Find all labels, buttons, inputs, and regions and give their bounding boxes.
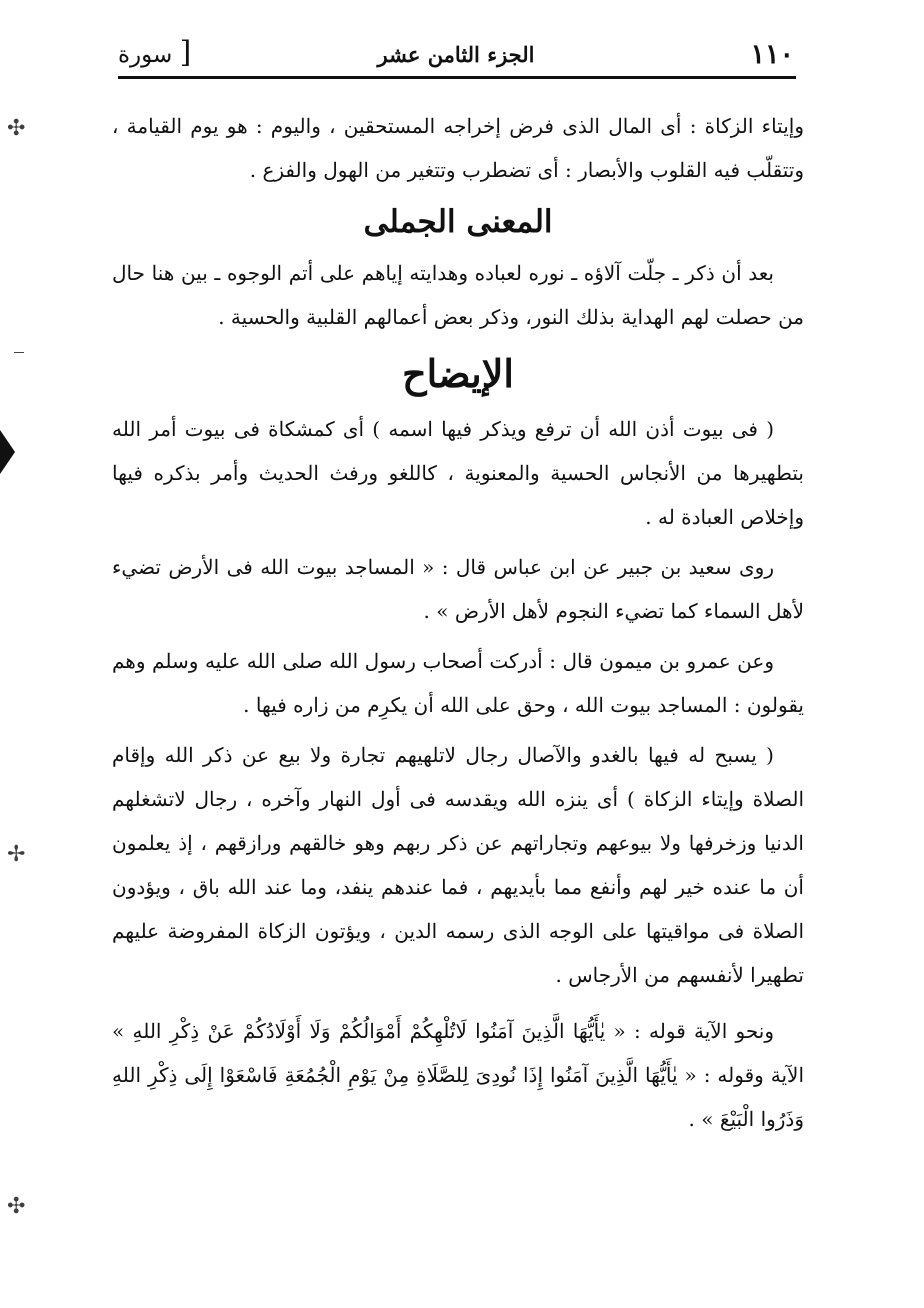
narration-paragraph-2: وعن عمرو بن ميمون قال : أدركت أصحاب رسول الله صلى الله عليه وسلم وهم يقولون : المساجد بيوت الله ، وحق على الله أن يكرِم من زاره فيها .	[112, 649, 804, 717]
explanation-paragraph-1: ( فى بيوت أذن الله أن ترفع ويذكر فيها اسمه ) أى كمشكاة فى بيوت أمر الله بتطهيرها من الأنجاس الحسية والمعنوية ، كاللغو ورفث الحديث وأمر بذكره فيها وإخلاص العبادة له .	[112, 417, 804, 529]
surah-label	[118, 34, 197, 76]
summary-paragraph: بعد أن ذكر ـ جلّت آلاؤه ـ نوره لعباده وهدايته إياهم على أتم الوجوه ـ بين هنا حال من حصلت لهم الهداية بذلك النور، وذكر بعض أعمالهم القلبية والحسية .	[112, 261, 804, 329]
page-header	[118, 34, 794, 76]
running-title: الجزء الثامن عشر	[377, 42, 535, 67]
page-number: ١١٠	[750, 39, 794, 70]
narration-paragraph-1: روى سعيد بن جبير عن ابن عباس قال : « المساجد بيوت الله فى الأرض تضيء لأهل السماء كما تضيء النجوم لأهل الأرض » .	[112, 555, 804, 623]
summary-heading: المعنى الجملى	[363, 204, 553, 240]
header-bracket: [	[179, 35, 192, 70]
header-divider	[118, 76, 796, 79]
surah-label-text: سورة	[118, 42, 173, 68]
explanation-paragraph-3: ونحو الآية قوله : « يٰأَيُّهَا الَّذِينَ آمَنُوا لَاتُلْهِكُمْ أَمْوَالُكُمْ وَلَا أَوْلَادُكُمْ عَنْ ذِكْرِ اللهِ » الآية وقوله : « يٰأَيُّهَا الَّذِينَ آمَنُوا إِذَا نُودِىَ لِلصَّلَاةِ مِنْ يَوْمِ الْجُمُعَةِ فَاسْعَوْا إِلَى ذِكْرِ اللهِ وَذَرُوا الْبَيْعَ » .	[112, 1019, 804, 1131]
margin-flourish-mark: ✢	[7, 842, 26, 867]
margin-flourish-mark: ✣	[7, 116, 26, 141]
left-edge-scan-mark	[0, 430, 15, 474]
definitions-paragraph: وإيتاء الزكاة : أى المال الذى فرض إخراجه المستحقين ، واليوم : هو يوم القيامة ، وتتقلّب فيه القلوب والأبصار : أى تضطرب وتتغير من الهول والفزع .	[112, 114, 804, 182]
paragraph-gap	[112, 997, 804, 1009]
explanation-paragraph-2: ( يسبح له فيها بالغدو والآصال رجال لاتلهيهم تجارة ولا بيع عن ذكر الله وإقام الصلاة وإيتاء الزكاة ) أى ينزه الله ويقدسه فى أول النهار وآخره ، رجال لاتشغلهم الدنيا وزخرفها ولا بيوعهم وتجاراتهم عن ذكر ربهم وهو خالقهم ورازقهم ، إذ يعلمون أن ما عنده خير لهم وأنفع مما بأيديهم ، فما عندهم ينفد، وما عند الله باق ، ويؤدون الصلاة فى مواقيتها على الوجه الذى رسمه الدين ، ويؤتون الزكاة المفروضة عليهم تطهيرا لأنفسهم من الأرجاس .	[112, 743, 804, 987]
margin-flourish-mark: ✣	[7, 1194, 26, 1219]
margin-dash-mark	[14, 352, 24, 353]
explanation-heading: الإيضاح	[402, 351, 514, 396]
main-text	[112, 104, 804, 1141]
